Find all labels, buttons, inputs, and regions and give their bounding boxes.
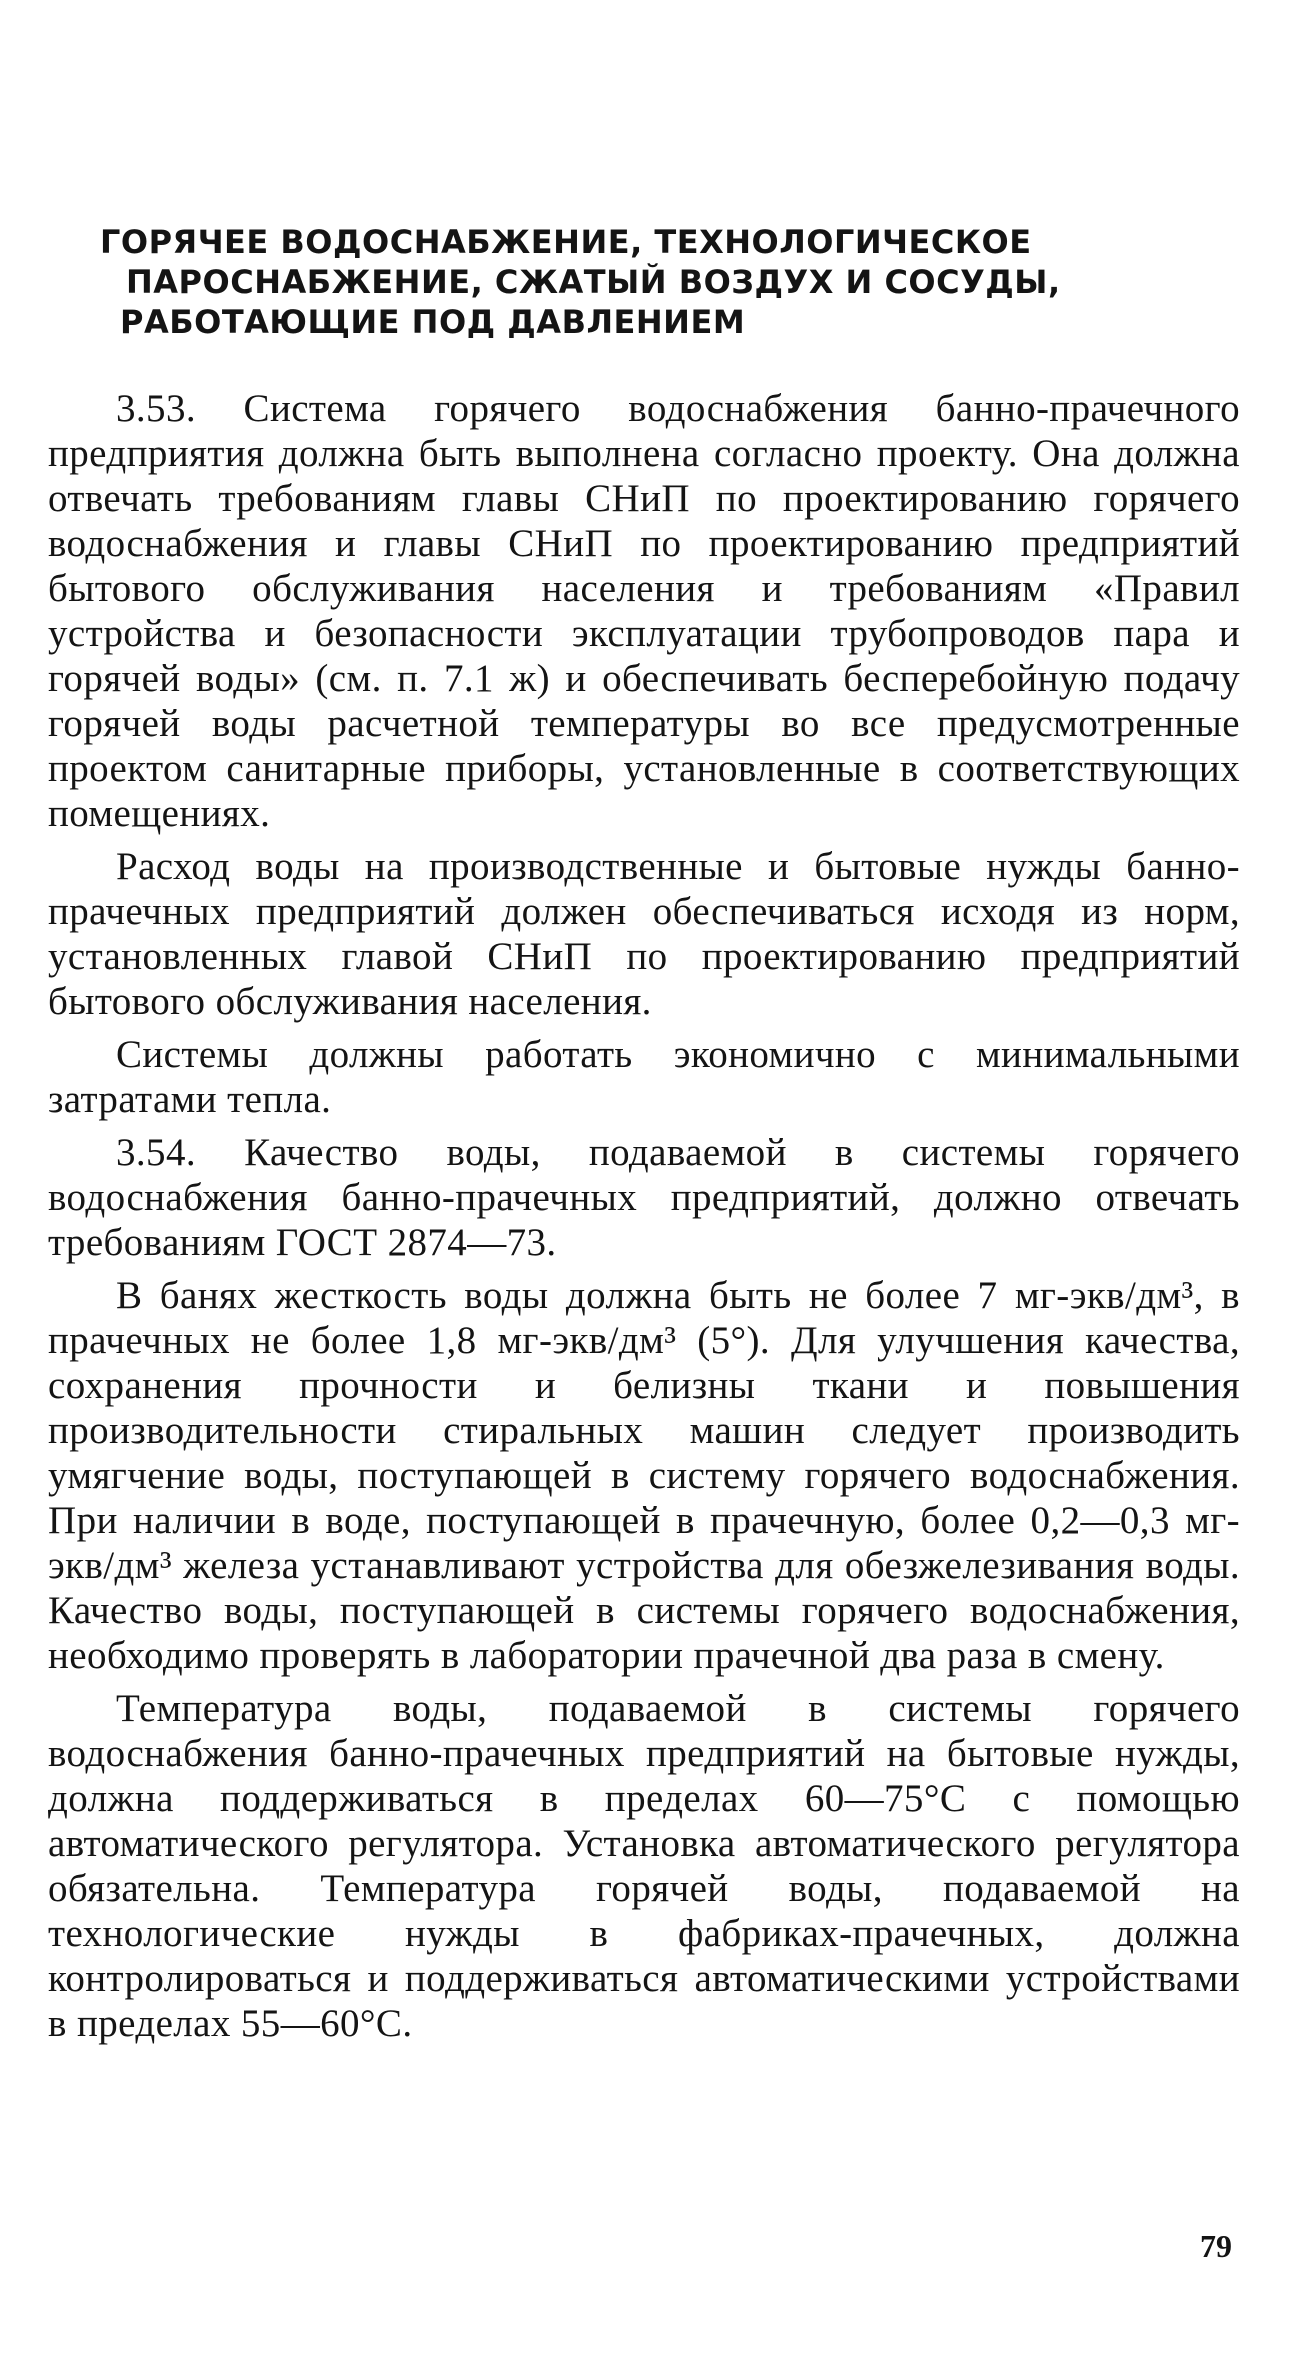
heading-line-2: ПАРОСНАБЖЕНИЕ, СЖАТЫЙ ВОЗДУХ И СОСУДЫ, xyxy=(126,263,1061,301)
heading-line-1: ГОРЯЧЕЕ ВОДОСНАБЖЕНИЕ, ТЕХНОЛОГИЧЕСКОЕ xyxy=(100,223,1032,261)
paragraph-water-temperature: Температура воды, подаваемой в системы горячего водоснабжения банно-прачечных предприятий на бытовые нужды, должна поддерживаться в пределах 60—75°С с помощью автоматического регулятора. Установка автоматического регулятора обязательна. Температура горячей воды, подаваемой на технологические нужды в фабриках-прачечных, должна контролироваться и поддерживаться автоматическими устройствами в пределах 55—60°С. xyxy=(48,1687,1240,2045)
body-text xyxy=(48,386,1240,2054)
paragraph-3-53: 3.53. Система горячего водоснабжения банно-прачечного предприятия должна быть выполнена согласно проекту. Она должна отвечать требованиям главы СНиП по проектированию горячего водоснабжения и главы СНиП по проектированию предприятий бытового обслуживания населения и требованиям «Правил устройства и безопасности эксплуатации трубопроводов пара и горячей воды» (см. п. 7.1 ж) и обеспечивать бесперебойную подачу горячей воды расчетной температуры во все предусмотренные проектом санитарные приборы, установленные в соответствующих помещениях. xyxy=(48,387,1240,835)
page-number: 79 xyxy=(1200,2228,1232,2264)
section-heading xyxy=(100,222,1240,342)
paragraph-economy: Системы должны работать экономично с минимальными затратами тепла. xyxy=(48,1033,1240,1121)
heading-line-3: РАБОТАЮЩИЕ ПОД ДАВЛЕНИЕМ xyxy=(120,303,746,341)
paragraph-water-hardness: В банях жесткость воды должна быть не более 7 мг-экв/дм³, в прачечных не более 1,8 мг-экв/дм³ (5°). Для улучшения качества, сохранения прочности и белизны ткани и повышения производительности стиральных машин следует производить умягчение воды, поступающей в систему горячего водоснабжения. При наличии в воде, поступающей в прачечную, более 0,2—0,3 мг-экв/дм³ железа устанавливают устройства для обезжелезивания воды. Качество воды, поступающей в системы горячего водоснабжения, необходимо проверять в лаборатории прачечной два раза в смену. xyxy=(48,1274,1240,1677)
paragraph-water-consumption: Расход воды на производственные и бытовые нужды банно-прачечных предприятий должен обеспечиваться исходя из норм, установленных главой СНиП по проектированию предприятий бытового обслуживания населения. xyxy=(48,845,1240,1023)
paragraph-3-54: 3.54. Качество воды, подаваемой в системы горячего водоснабжения банно-прачечных предприятий, должно отвечать требованиям ГОСТ 2874—73. xyxy=(48,1131,1240,1264)
